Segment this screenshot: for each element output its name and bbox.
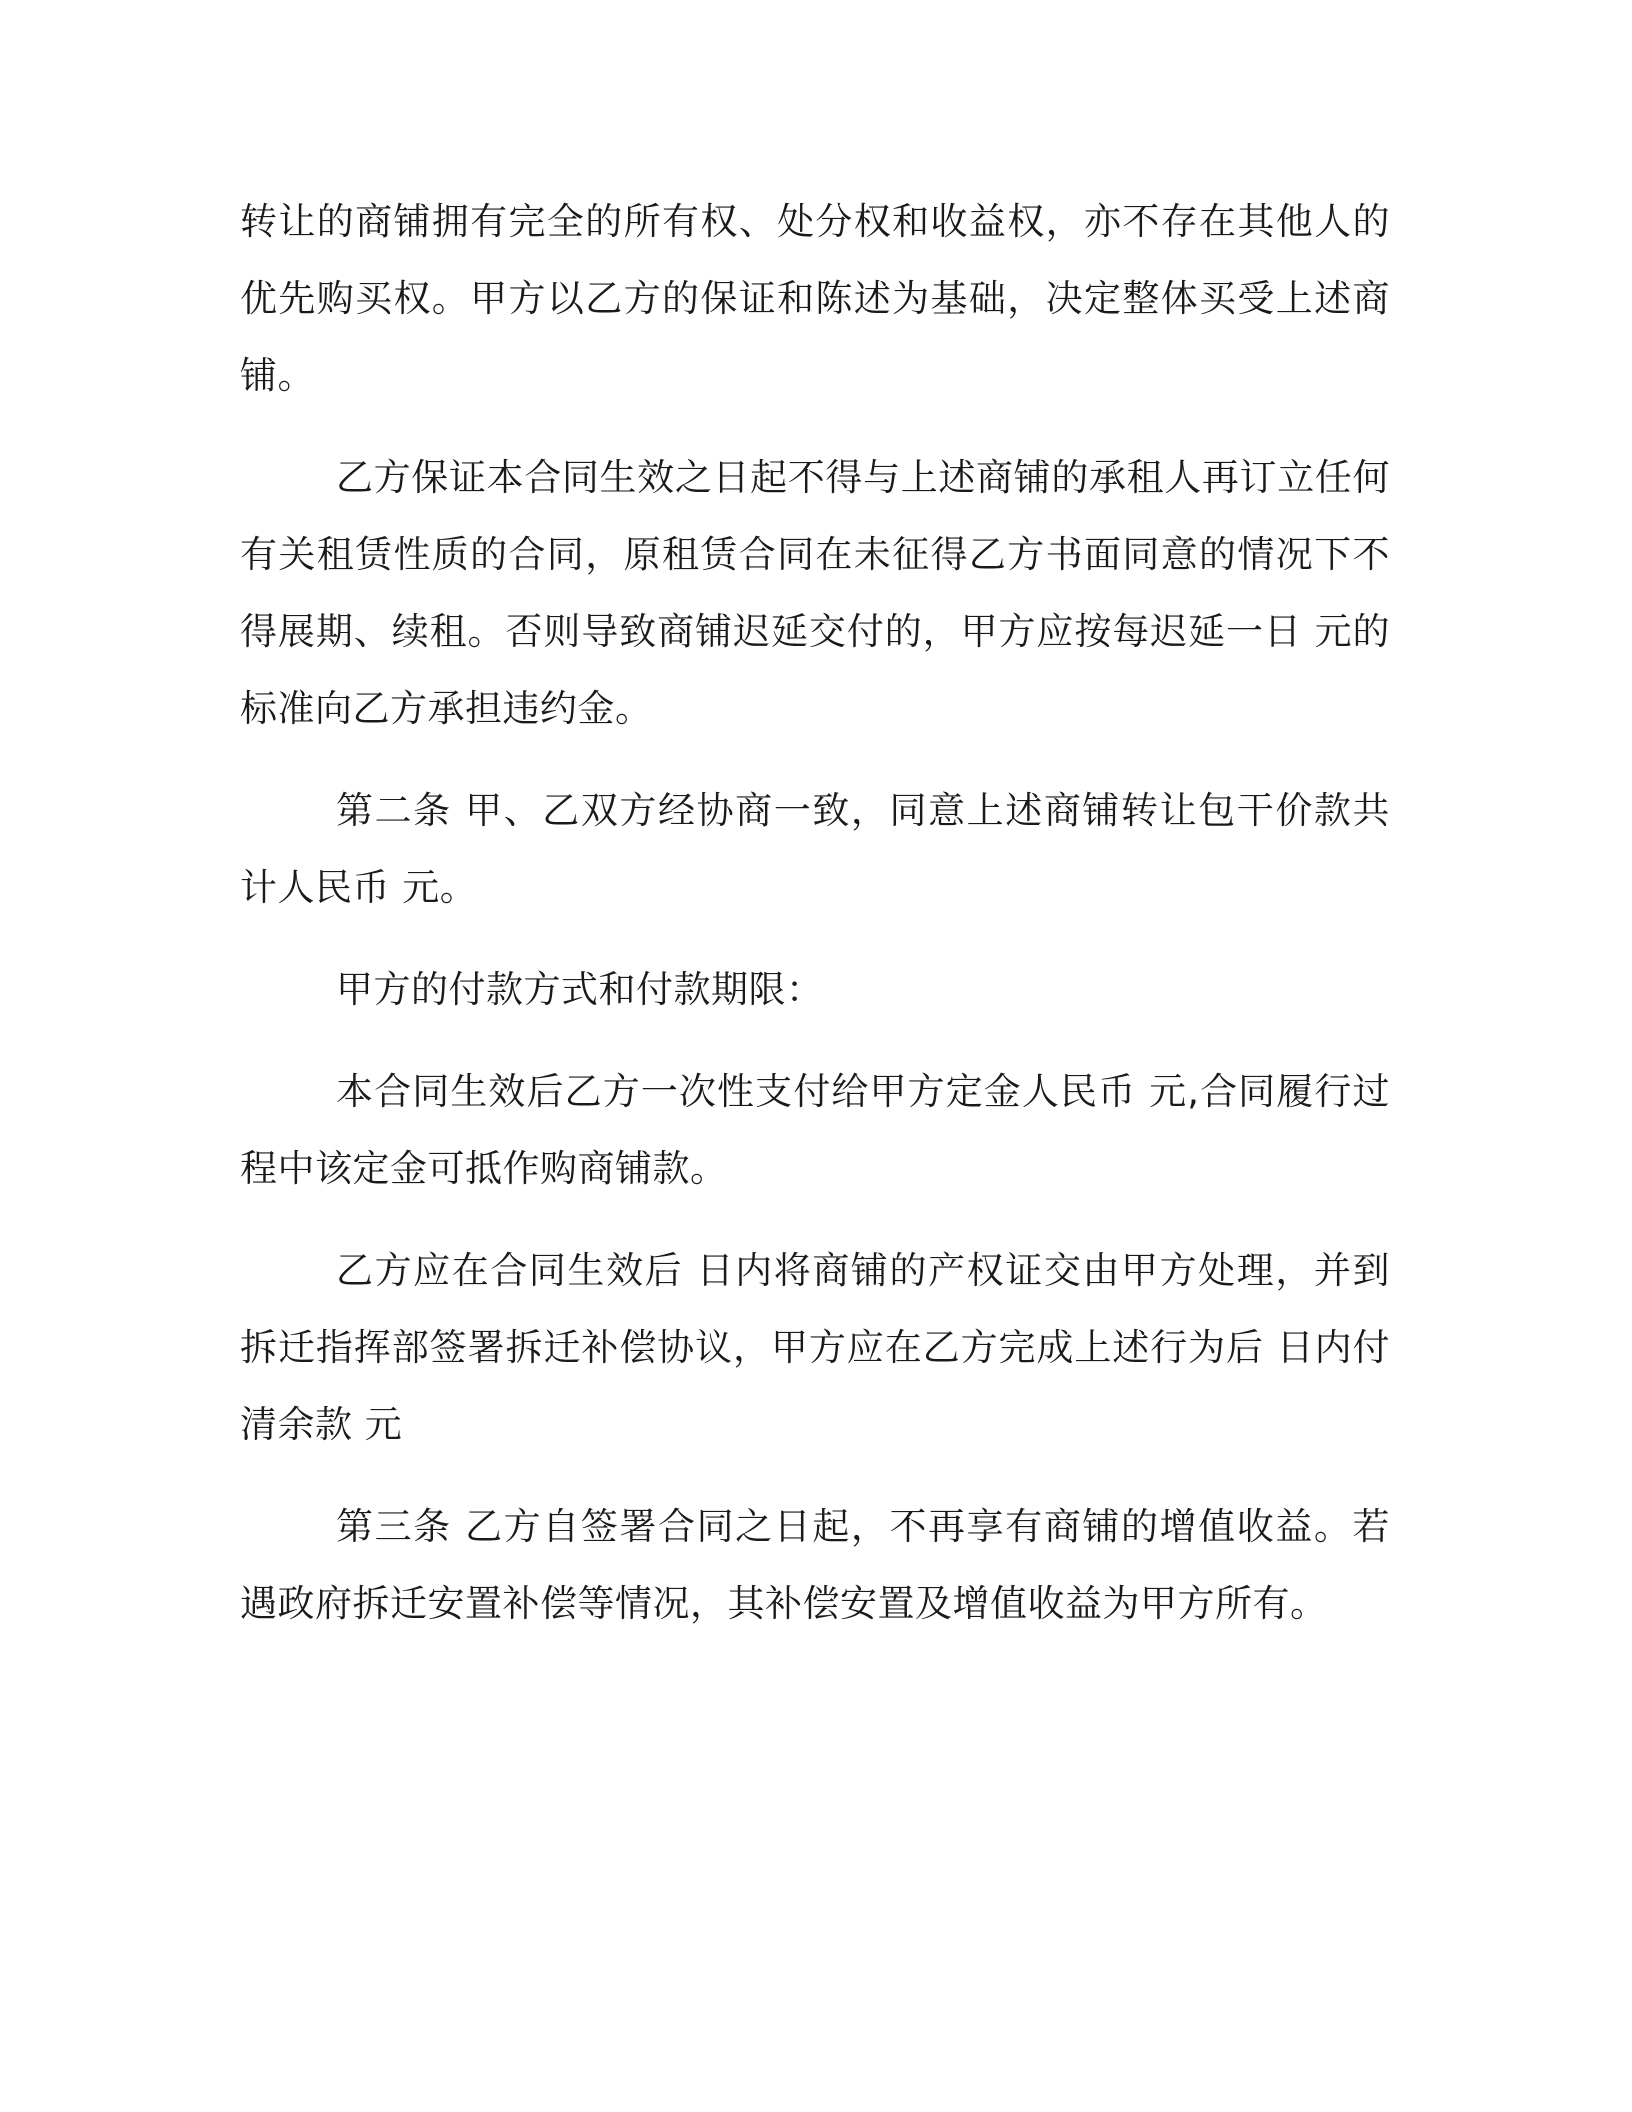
text-line: 余款 元 bbox=[277, 1403, 403, 1446]
text-line: 迁指挥部签署拆迁补偿协议，甲方应在乙方完成上述行为后 日内付清 bbox=[240, 1326, 1391, 1446]
paragraph-article-two bbox=[240, 772, 1390, 926]
text-line: 第三条 乙方自签署合同之日起，不再享有商铺的增值收益。若遇 bbox=[240, 1505, 1390, 1625]
text-line: 得展期、续租。否则导致商铺迟延交付的，甲方应按每迟延一日 元的 bbox=[240, 610, 1390, 653]
text-line: 有关租赁性质的合同，原租赁合同在未征得乙方书面同意的情况下不 bbox=[240, 533, 1390, 576]
paragraph-title-certificate bbox=[240, 1232, 1390, 1463]
text-line: 甲方的付款方式和付款期限： bbox=[336, 968, 824, 1011]
text-line: 铺。 bbox=[240, 354, 315, 397]
text-line: 转让的商铺拥有完全的所有权、处分权和收益权，亦不存在其他人的 bbox=[240, 200, 1390, 243]
paragraph-deposit bbox=[240, 1053, 1390, 1207]
paragraph-payment-heading bbox=[240, 951, 1390, 1028]
text-line: 乙方保证本合同生效之日起不得与上述商铺的承租人再订立任何 bbox=[336, 456, 1390, 499]
text-line: 人民币 元。 bbox=[277, 866, 478, 909]
text-line: 政府拆迁安置补偿等情况，其补偿安置及增值收益为甲方所有。 bbox=[277, 1582, 1328, 1625]
text-line: 程中该定金可抵作购商铺款。 bbox=[240, 1147, 728, 1190]
text-line: 优先购买权。甲方以乙方的保证和陈述为基础，决定整体买受上述商 bbox=[240, 277, 1390, 320]
text-line: 本合同生效后乙方一次性支付给甲方定金人民币 元,合同履行过 bbox=[336, 1070, 1390, 1113]
paragraph-lease-restriction bbox=[240, 439, 1390, 747]
paragraph-article-three bbox=[240, 1488, 1390, 1642]
text-line: 第二条 甲、乙双方经协商一致，同意上述商铺转让包干价款共计 bbox=[240, 789, 1390, 909]
text-line: 乙方应在合同生效后 日内将商铺的产权证交由甲方处理，并到拆 bbox=[240, 1249, 1390, 1369]
text-line: 标准向乙方承担违约金。 bbox=[240, 687, 653, 730]
paragraph-ownership-guarantee bbox=[240, 183, 1390, 414]
contract-body bbox=[240, 183, 1390, 1667]
